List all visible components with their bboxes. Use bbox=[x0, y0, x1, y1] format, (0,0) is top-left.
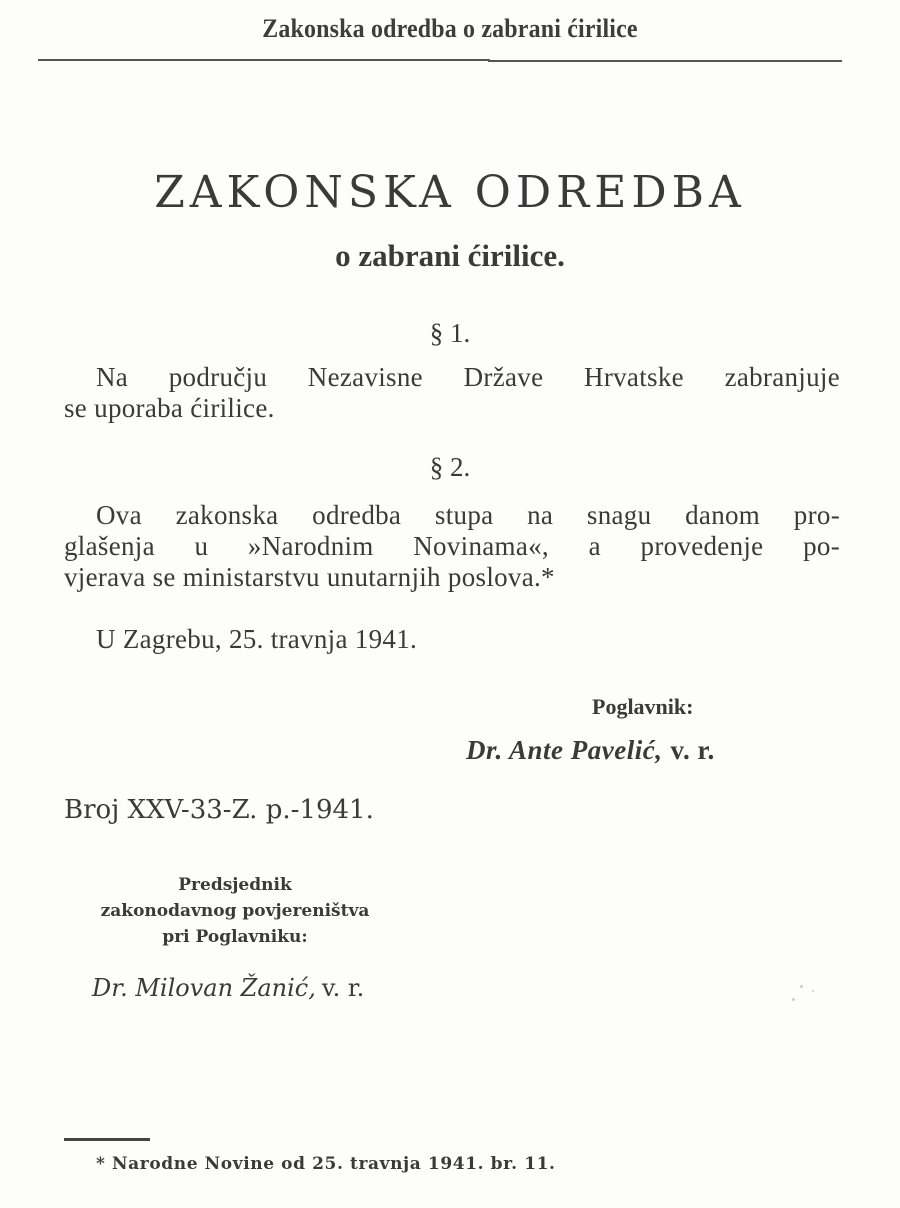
document-number: Broj XXV-33-Z. p.-1941. bbox=[64, 795, 374, 825]
countersign-line: pri Poglavniku: bbox=[162, 927, 308, 947]
section-1-line: se uporaba ćirilice. bbox=[64, 393, 275, 423]
section-mark-2: § 2. bbox=[429, 452, 471, 482]
place-date bbox=[64, 624, 840, 655]
countersign-vr: v. r. bbox=[321, 974, 365, 1002]
section-2-line: glašenja u »Narodnim Novinama«, a provedenje po- bbox=[64, 531, 840, 561]
section-1-line: Na području Nezavisne Države Hrvatske zabranjuje bbox=[96, 362, 840, 392]
section-mark-1: § 1. bbox=[429, 318, 471, 348]
section-2-text bbox=[64, 500, 840, 593]
countersign-line: zakonodavnog povjereništva bbox=[100, 901, 370, 921]
footnote: * Narodne Novine od 25. travnja 1941. br. 11. bbox=[96, 1154, 556, 1174]
paper-speck bbox=[812, 990, 814, 992]
signature-name-text: Dr. Ante Pavelić, bbox=[466, 735, 663, 765]
document-subtitle: o zabrani ćirilice. bbox=[335, 238, 565, 273]
footnote-rule bbox=[64, 1138, 150, 1141]
countersign-line: Predsjednik bbox=[178, 875, 292, 895]
document-title: ZAKONSKA ODREDBA bbox=[154, 167, 746, 218]
signature-name bbox=[466, 735, 715, 766]
signature-label: Poglavnik: bbox=[592, 694, 694, 719]
countersign-title bbox=[90, 872, 380, 950]
header-rule-right bbox=[488, 60, 842, 62]
running-head: Zakonska odredba o zabrani ćirilice bbox=[262, 14, 638, 43]
header-rule bbox=[38, 59, 490, 61]
countersign-name bbox=[92, 974, 364, 1002]
section-1-text bbox=[64, 362, 840, 424]
section-2-line: Ova zakonska odredba stupa na snagu danom pro- bbox=[96, 500, 840, 530]
paper-speck bbox=[792, 998, 795, 1001]
paper-speck bbox=[800, 985, 803, 988]
countersign-name-text: Dr. Milovan Žanić, bbox=[92, 974, 316, 1002]
place-date-text: U Zagrebu, 25. travnja 1941. bbox=[96, 624, 418, 654]
signature-vr: v. r. bbox=[670, 735, 715, 765]
section-2-line: vjerava se ministarstvu unutarnjih poslova.* bbox=[64, 562, 555, 592]
